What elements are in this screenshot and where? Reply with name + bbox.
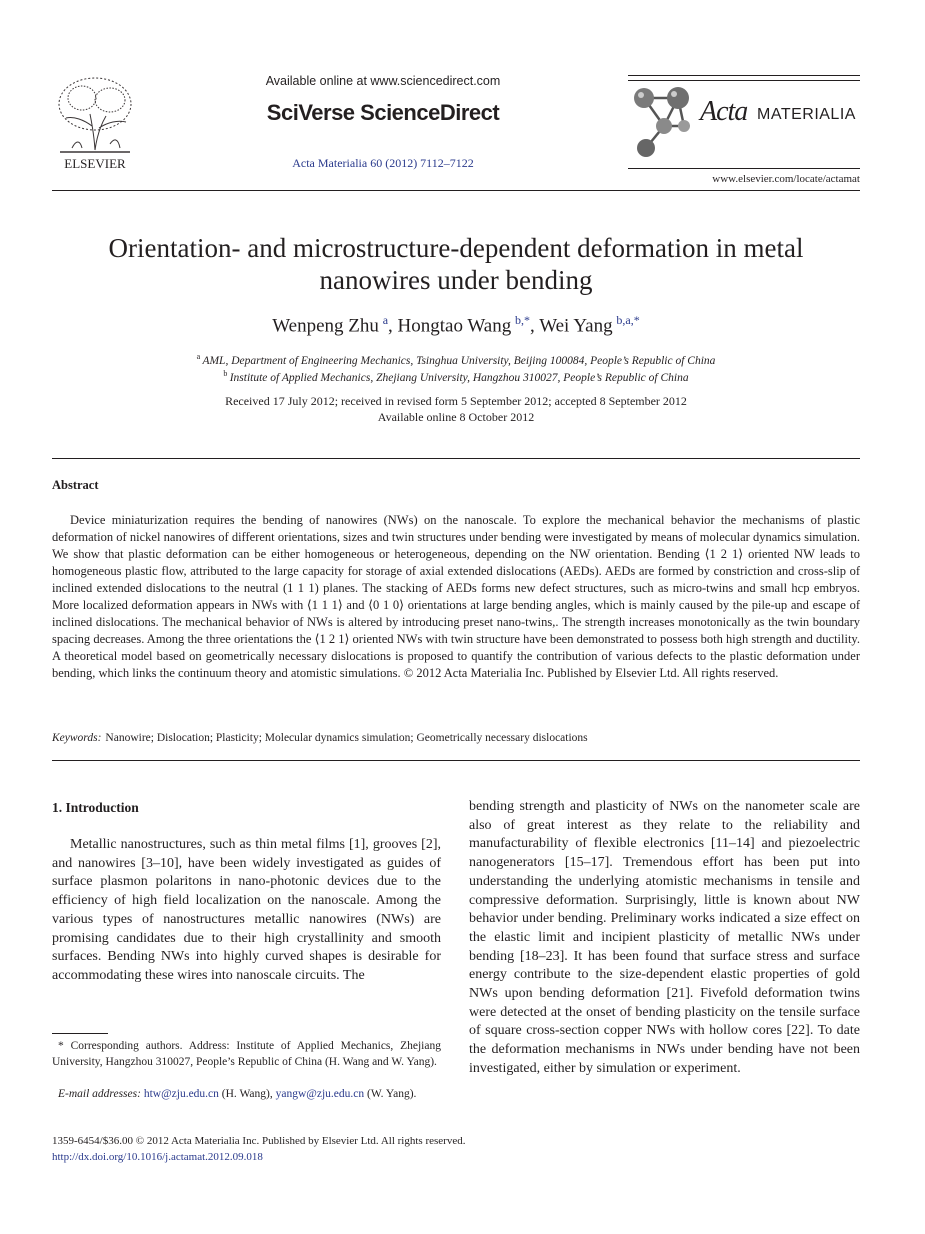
header-rule: [628, 80, 860, 81]
header-rule: [628, 75, 860, 76]
issn-line: 1359-6454/$36.00 © 2012 Acta Materialia Inc. Published by Elsevier Ltd. All rights reserved.: [52, 1135, 466, 1147]
abstract-text: Device miniaturization requires the bending of nanowires (NWs) on the nanoscale. To explore the mechanical behavior the mechanisms of plastic deformation of nickel nanowires of different orientations, sizes and twin structures under bending were investigated by means of molecular dynamics simulation. We show that plastic deformation can be either homogeneous or heterogeneous, depending on the NW orientation. Bending ⟨1 2 1⟩ oriented NW leads to homogeneous plastic flow, attributed to the large capacity for storage of axial extended dislocations (AEDs). AEDs are formed by constriction and cross-slip of inclined extended dislocations to the neutral (1 1 1) planes. The stacking of AEDs forms new defect structures, such as micro-twins and small hcp embryos. More localized deformation appears in NWs with ⟨1 1 1⟩ and ⟨0 1 0⟩ orientations at large bending angles, which is mainly caused by the pile-up and escape of inclined dislocations. The mechanical behavior of NWs is altered by introducing preset nano-twins,. The strength increases monotonically as the twin boundary spacing decreases. Among the three orientations the ⟨1 2 1⟩ oriented NWs with twin structure have been demonstrated to possess both high strength and ductility. A theoretical model based on geometrically necessary dislocations is proposed to quantify the contribution of various defects to the plastic deformation under bending, which links the continuum theory and atomistic simulations.: [52, 513, 860, 680]
abstract-divider: [52, 458, 860, 459]
article-identifiers: [52, 1133, 465, 1165]
platform-name: SciVerse ScienceDirect: [266, 100, 500, 125]
abstract-heading: Abstract: [52, 478, 99, 492]
article-title: Orientation- and microstructure-dependent deformation in metal nanowires under bending: [108, 233, 804, 295]
affiliation: $^a$ AML, Department of Engineering Mechanics, Tsinghua University, Beijing 100084, People’s Republic of China: [196, 352, 716, 367]
section-heading: 1. Introduction: [52, 800, 139, 815]
publisher-name: ELSEVIER: [64, 156, 126, 171]
abstract-copyright: © 2012 Acta Materialia Inc. Published by Elsevier Ltd. All rights reserved.: [403, 666, 779, 680]
affiliation: $^b$ Institute of Applied Mechanics, Zhejiang University, Hangzhou 310027, People’s Republic of China: [223, 369, 689, 384]
intro-left-column: Metallic nanostructures, such as thin metal films [1], grooves [2], and nanowires [3–10], have been widely investigated as guides of surface plasmon polaritons in nano-photonic devices due to the efficiency of high field localization on the nanoscale. Among the various types of nanostructures metallic nanowires (NWs) are promising candidates due to their high crystallinity and smooth surfaces. Bending NWs into highly curved shapes is desirable for accommodating these wires into nanoscale circuits. The: [52, 837, 441, 983]
available-online-text: Available online at www.sciencedirect.com: [265, 74, 501, 88]
author-name: Wenpeng Zhu: [272, 315, 379, 337]
journal-citation-link[interactable]: Acta Materialia 60 (2012) 7112–7122: [292, 156, 474, 170]
journal-logo-acta: Acta: [700, 96, 748, 127]
email-link[interactable]: htw@zju.edu.cn: [143, 1088, 219, 1100]
available-date: Available online 8 October 2012: [377, 410, 535, 424]
footnote-rule: [52, 1033, 108, 1034]
author-affiliation-mark[interactable]: b,a,*: [616, 313, 640, 327]
doi-link[interactable]: http://dx.doi.org/10.1016/j.actamat.2012.09.018: [52, 1151, 263, 1163]
header-rule: [628, 168, 860, 169]
author-affiliation-mark[interactable]: a: [382, 313, 389, 327]
author-name: Hongtao Wang: [397, 315, 512, 337]
abstract-body: [52, 512, 860, 682]
corresponding-author-note: * Corresponding authors. Address: Institute of Applied Mechanics, Zhejiang University, Hangzhou 310027, People’s Republic of China (H. Wang and W. Yang).: [52, 1040, 441, 1068]
author-name: Wei Yang: [539, 315, 613, 337]
keywords: [52, 732, 860, 744]
intro-right-column: bending strength and plasticity of NWs on the nanometer scale are also of great interest as they relate to the reliability and manufacturability of flexible electronics [11–14] and piezoelectric nanogenerators [15–17]. Tremendous effort has been put into understanding the underlying atomistic mechanisms in tensile and compressive deformation. Surprisingly, little is known about NW behavior under bending. Preliminary works indicated a size effect on the elastic limit and incipient plasticity of metallic NWs under bending [18–23]. It has been found that surface stress and surface energy contribute to the size-dependent elastic properties of gold NWs upon bending deformation [21]. Fivefold deformation twins were detected at the onset of bending plasticity on the tensile surface of square cross-section copper NWs with hollow cores [22]. To date the deformation mechanisms in NWs under bending have not been investigated, either by simulation or experiment.: [469, 799, 860, 1076]
header-divider: [52, 190, 860, 191]
molecule-logo-icon: [628, 84, 698, 164]
email-link[interactable]: yangw@zju.edu.cn: [275, 1088, 365, 1100]
journal-logo-materialia: MATERIALIA: [757, 106, 856, 123]
author-list: Wenpeng Zhu $^a$, Hongtao Wang $^{b,*}$, Wei Yang $^{b,a,*}$: [272, 313, 640, 337]
keywords-label: Keywords:: [52, 732, 102, 744]
email-footnote: E-mail addresses: htw@zju.edu.cn (H. Wang), yangw@zju.edu.cn (W. Yang).: [58, 1088, 417, 1100]
received-dates: Received 17 July 2012; received in revised form 5 September 2012; accepted 8 September 2012: [225, 394, 687, 408]
keywords-divider: [52, 760, 860, 761]
email-label: E-mail addresses:: [58, 1088, 141, 1100]
author-affiliation-mark[interactable]: b,*: [515, 313, 531, 327]
elsevier-tree-logo: [52, 74, 138, 172]
journal-url[interactable]: www.elsevier.com/locate/actamat: [712, 173, 860, 185]
keywords-text: Nanowire; Dislocation; Plasticity; Molecular dynamics simulation; Geometrically necessary dislocations: [105, 732, 588, 744]
